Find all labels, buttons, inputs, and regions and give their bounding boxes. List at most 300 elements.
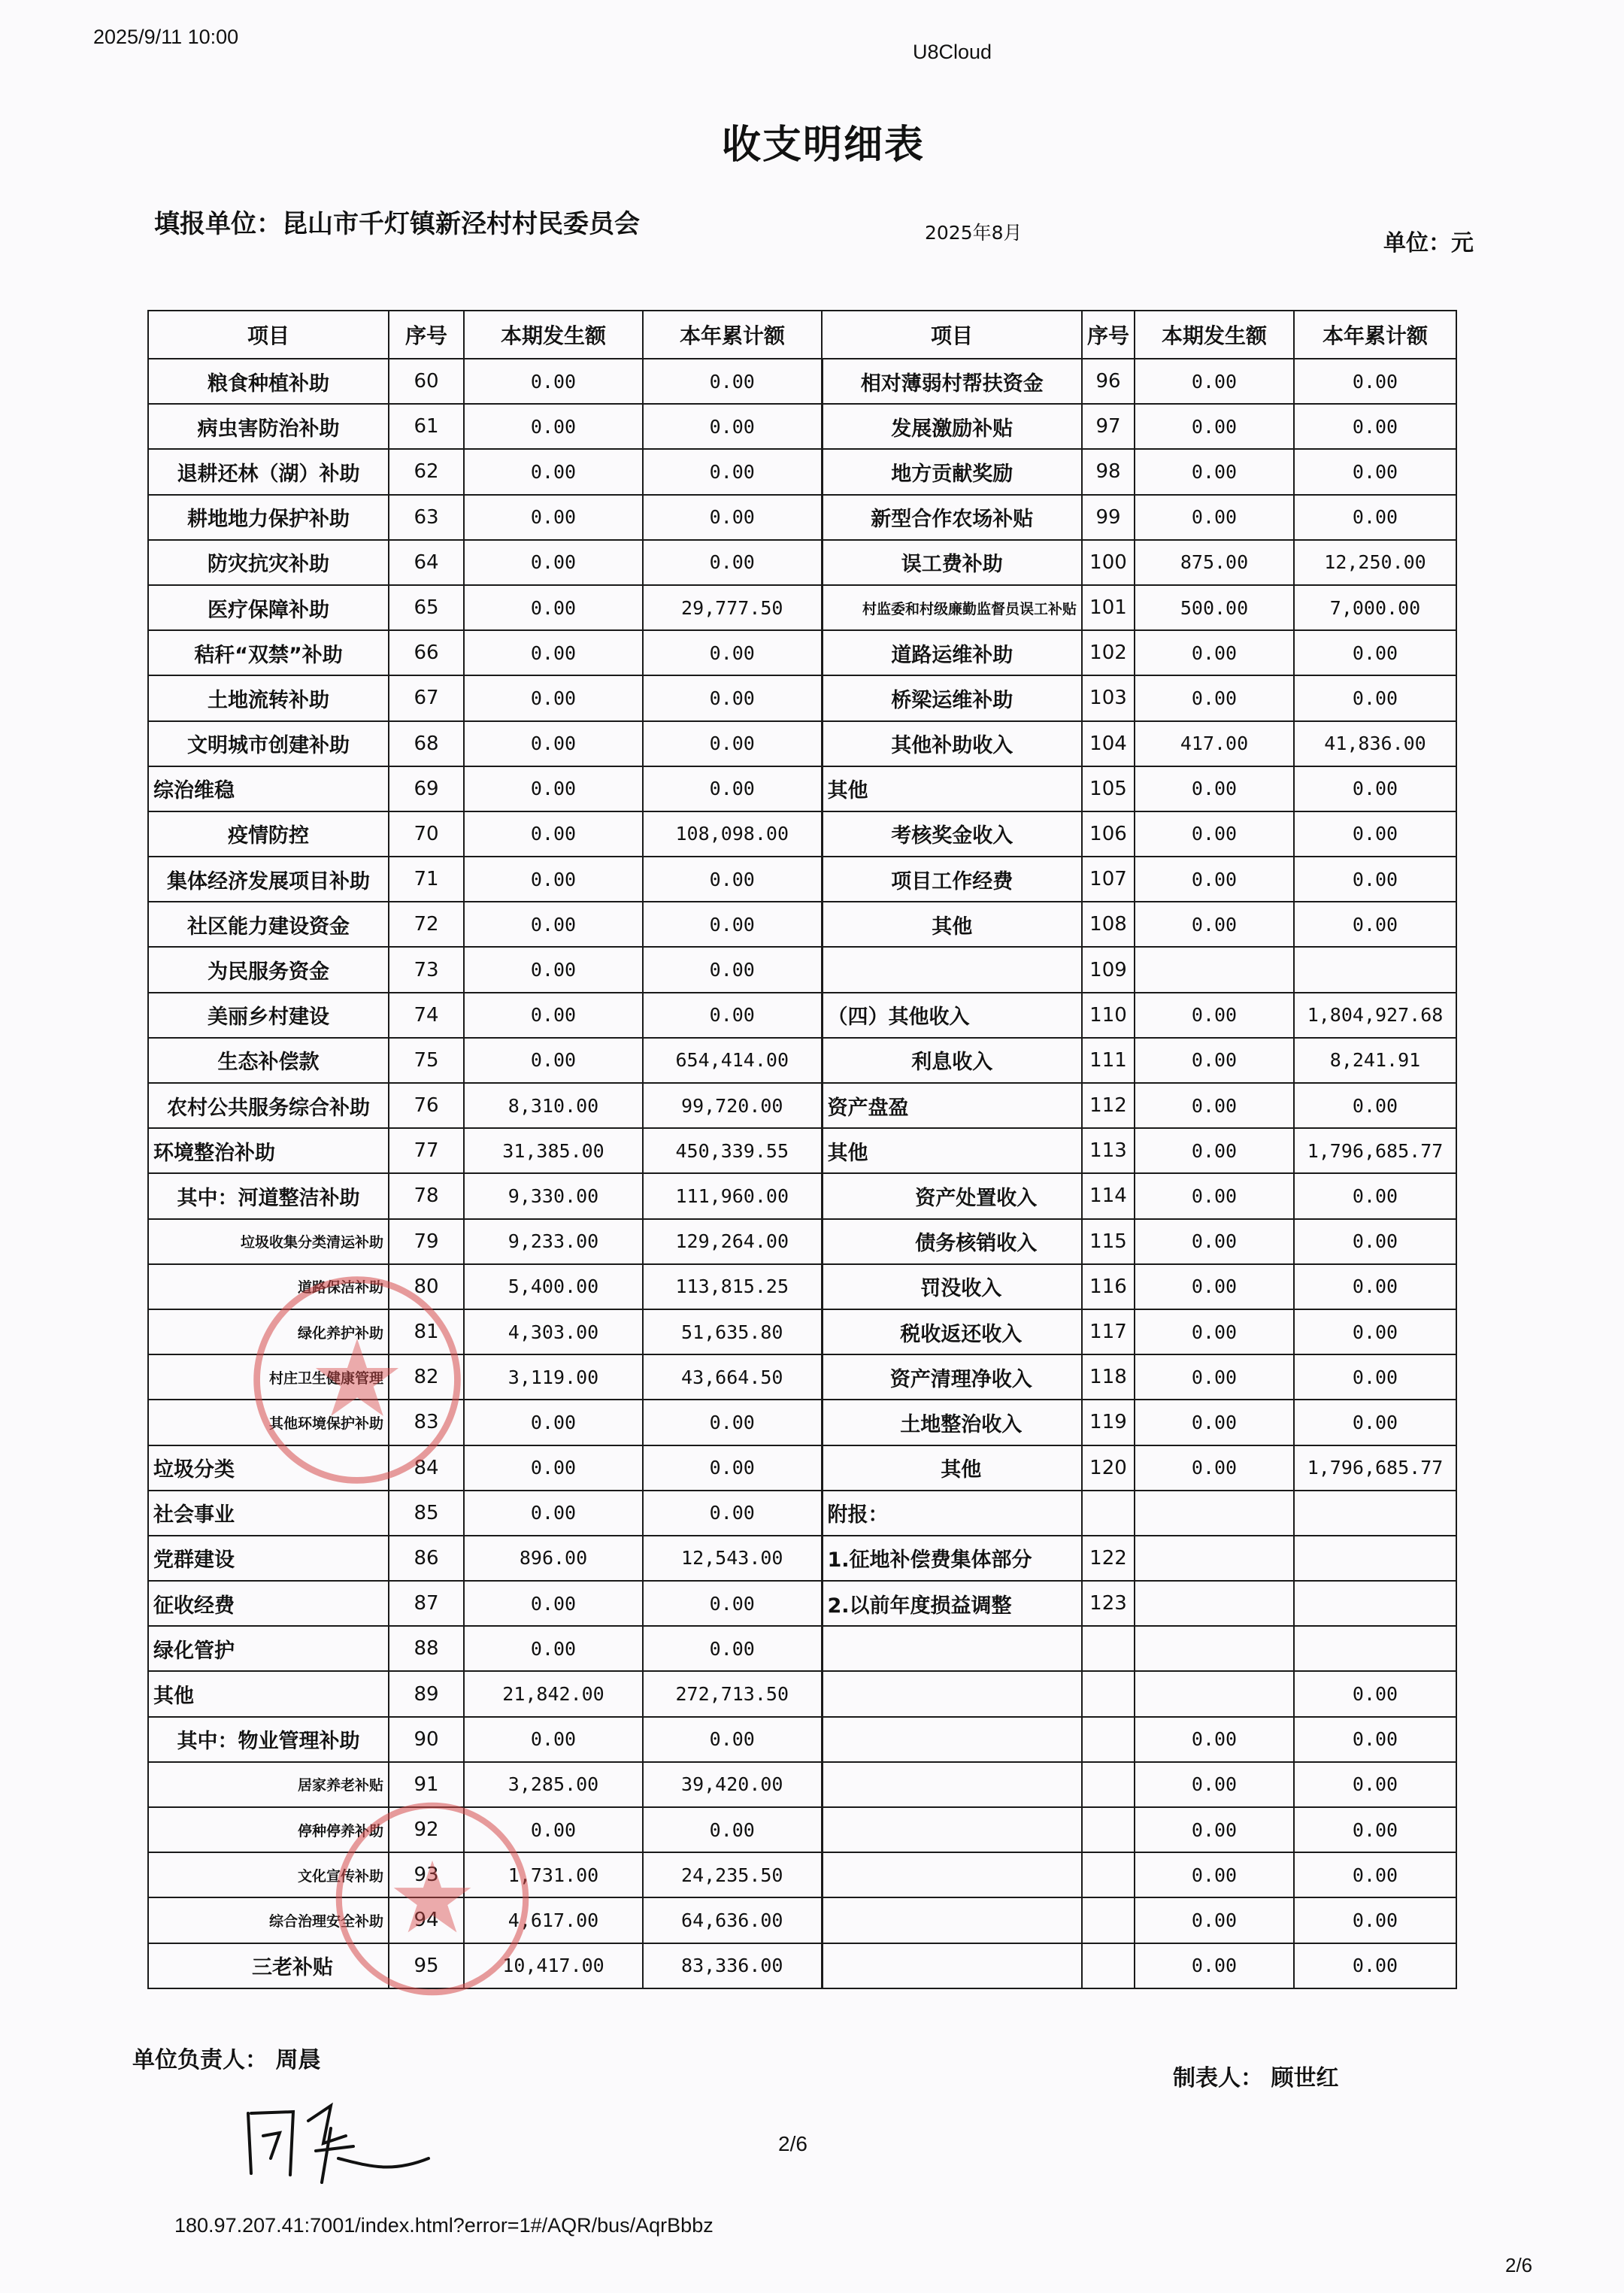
year-to-date-amount: 0.00 <box>643 495 822 540</box>
row-item-label: 防灾抗灾补助 <box>148 540 389 585</box>
current-period-amount: 0.00 <box>464 766 643 811</box>
row-item-label <box>822 1807 1082 1852</box>
current-period-amount: 417.00 <box>1135 721 1294 766</box>
row-number: 111 <box>1082 1038 1135 1083</box>
current-period-amount: 0.00 <box>1135 1807 1294 1852</box>
row-item-label: 绿化管护 <box>148 1626 389 1671</box>
table-row <box>148 1491 1456 1536</box>
row-item-label: 误工费补助 <box>822 540 1082 585</box>
page-title: 收支明细表 <box>722 123 926 168</box>
current-period-amount: 0.00 <box>464 585 643 630</box>
year-to-date-amount: 0.00 <box>643 1491 822 1536</box>
year-to-date-amount: 0.00 <box>1294 857 1456 902</box>
income-expense-table <box>147 310 1456 1989</box>
table-row <box>148 902 1456 947</box>
current-period-amount: 0.00 <box>1135 495 1294 540</box>
year-to-date-amount: 99,720.00 <box>643 1083 822 1128</box>
table-row <box>148 1671 1456 1716</box>
year-to-date-amount: 0.00 <box>1294 449 1456 494</box>
row-item-label: 道路运维补助 <box>822 630 1082 675</box>
table-row <box>148 1219 1456 1264</box>
current-period-amount: 0.00 <box>1135 902 1294 947</box>
column-header: 本期发生额 <box>464 311 643 359</box>
row-item-label: 资产盘盈 <box>822 1083 1082 1128</box>
current-period-amount: 0.00 <box>1135 1400 1294 1445</box>
table-row <box>148 404 1456 449</box>
year-to-date-amount: 0.00 <box>1294 766 1456 811</box>
report-period: 2025年8月 <box>925 222 1023 244</box>
year-to-date-amount: 7,000.00 <box>1294 585 1456 630</box>
row-number: 102 <box>1082 630 1135 675</box>
current-period-amount: 0.00 <box>1135 1762 1294 1807</box>
year-to-date-amount: 0.00 <box>1294 1354 1456 1400</box>
table-row <box>148 585 1456 630</box>
table-row <box>148 1173 1456 1218</box>
row-number: 75 <box>389 1038 464 1083</box>
row-number <box>1082 1671 1135 1716</box>
row-number: 67 <box>389 675 464 720</box>
row-number: 94 <box>389 1897 464 1943</box>
row-item-label: 村庄卫生健康管理 <box>148 1354 389 1400</box>
row-item-label: 项目工作经费 <box>822 857 1082 902</box>
row-number: 103 <box>1082 675 1135 720</box>
row-item-label: 社会事业 <box>148 1491 389 1536</box>
row-item-label: 环境整治补助 <box>148 1128 389 1173</box>
row-item-label <box>822 1671 1082 1716</box>
current-period-amount: 0.00 <box>464 630 643 675</box>
year-to-date-amount: 0.00 <box>643 404 822 449</box>
year-to-date-amount: 0.00 <box>643 1400 822 1445</box>
year-to-date-amount: 0.00 <box>1294 1083 1456 1128</box>
year-to-date-amount: 0.00 <box>1294 1762 1456 1807</box>
row-number: 63 <box>389 495 464 540</box>
row-number: 65 <box>389 585 464 630</box>
current-period-amount <box>1135 1581 1294 1626</box>
current-period-amount: 0.00 <box>464 359 643 404</box>
row-number <box>1082 1762 1135 1807</box>
row-number: 107 <box>1082 857 1135 902</box>
app-name: U8Cloud <box>913 41 992 63</box>
row-item-label: 医疗保障补助 <box>148 585 389 630</box>
year-to-date-amount: 64,636.00 <box>643 1897 822 1943</box>
year-to-date-amount: 1,796,685.77 <box>1294 1128 1456 1173</box>
column-header: 本年累计额 <box>643 311 822 359</box>
table-row <box>148 1581 1456 1626</box>
year-to-date-amount: 0.00 <box>1294 902 1456 947</box>
current-period-amount: 0.00 <box>1135 1219 1294 1264</box>
row-number: 113 <box>1082 1128 1135 1173</box>
current-period-amount: 0.00 <box>464 857 643 902</box>
row-number: 115 <box>1082 1219 1135 1264</box>
current-period-amount: 0.00 <box>1135 1309 1294 1354</box>
current-period-amount: 0.00 <box>1135 1852 1294 1897</box>
current-period-amount: 0.00 <box>464 721 643 766</box>
year-to-date-amount: 0.00 <box>1294 495 1456 540</box>
year-to-date-amount: 0.00 <box>643 1717 822 1762</box>
table-row <box>148 495 1456 540</box>
row-number <box>1082 1491 1135 1536</box>
row-item-label: 其他 <box>822 766 1082 811</box>
current-period-amount: 10,417.00 <box>464 1943 643 1988</box>
row-number: 104 <box>1082 721 1135 766</box>
table-row <box>148 630 1456 675</box>
year-to-date-amount <box>1294 947 1456 992</box>
row-number: 110 <box>1082 993 1135 1038</box>
row-item-label: 附报： <box>822 1491 1082 1536</box>
current-period-amount: 0.00 <box>464 811 643 857</box>
table-row <box>148 540 1456 585</box>
current-period-amount: 0.00 <box>464 1491 643 1536</box>
row-number: 122 <box>1082 1536 1135 1581</box>
current-period-amount: 9,330.00 <box>464 1173 643 1218</box>
year-to-date-amount: 39,420.00 <box>643 1762 822 1807</box>
row-item-label: 1.征地补偿费集体部分 <box>822 1536 1082 1581</box>
row-item-label: 税收返还收入 <box>822 1309 1082 1354</box>
row-item-label: 资产处置收入 <box>822 1173 1082 1218</box>
year-to-date-amount: 29,777.50 <box>643 585 822 630</box>
year-to-date-amount <box>1294 1626 1456 1671</box>
year-to-date-amount: 0.00 <box>643 630 822 675</box>
current-period-amount: 9,233.00 <box>464 1219 643 1264</box>
year-to-date-amount: 0.00 <box>1294 359 1456 404</box>
current-period-amount: 875.00 <box>1135 540 1294 585</box>
row-number: 106 <box>1082 811 1135 857</box>
row-number: 82 <box>389 1354 464 1400</box>
row-number: 73 <box>389 947 464 992</box>
row-item-label: 生态补偿款 <box>148 1038 389 1083</box>
year-to-date-amount: 0.00 <box>1294 630 1456 675</box>
row-item-label: 其中：物业管理补助 <box>148 1717 389 1762</box>
table-row <box>148 1038 1456 1083</box>
year-to-date-amount: 0.00 <box>643 540 822 585</box>
year-to-date-amount: 0.00 <box>643 1445 822 1491</box>
row-number: 97 <box>1082 404 1135 449</box>
year-to-date-amount: 0.00 <box>1294 1671 1456 1716</box>
year-to-date-amount: 0.00 <box>643 947 822 992</box>
year-to-date-amount: 0.00 <box>1294 1173 1456 1218</box>
row-number: 72 <box>389 902 464 947</box>
row-item-label: 其他 <box>822 902 1082 947</box>
row-number: 60 <box>389 359 464 404</box>
row-item-label: 粮食种植补助 <box>148 359 389 404</box>
current-period-amount: 1,731.00 <box>464 1852 643 1897</box>
current-period-amount: 0.00 <box>1135 1717 1294 1762</box>
current-period-amount: 0.00 <box>464 1807 643 1852</box>
row-item-label <box>822 1852 1082 1897</box>
row-item-label: 其他 <box>822 1128 1082 1173</box>
row-number: 119 <box>1082 1400 1135 1445</box>
current-period-amount: 0.00 <box>464 1581 643 1626</box>
table-row <box>148 1128 1456 1173</box>
year-to-date-amount: 0.00 <box>1294 1897 1456 1943</box>
row-number: 84 <box>389 1445 464 1491</box>
row-item-label: 村监委和村级廉勤监督员误工补贴 <box>822 585 1082 630</box>
row-item-label: 桥梁运维补助 <box>822 675 1082 720</box>
table-row <box>148 359 1456 404</box>
year-to-date-amount: 43,664.50 <box>643 1354 822 1400</box>
row-item-label: 三老补贴 <box>148 1943 389 1988</box>
table-row <box>148 811 1456 857</box>
row-number <box>1082 1943 1135 1988</box>
row-item-label: 债务核销收入 <box>822 1219 1082 1264</box>
year-to-date-amount: 0.00 <box>643 449 822 494</box>
row-number: 78 <box>389 1173 464 1218</box>
current-period-amount: 0.00 <box>464 675 643 720</box>
row-item-label: 居家养老补贴 <box>148 1762 389 1807</box>
table-row <box>148 857 1456 902</box>
year-to-date-amount: 108,098.00 <box>643 811 822 857</box>
row-item-label: 2.以前年度损益调整 <box>822 1581 1082 1626</box>
year-to-date-amount: 0.00 <box>643 902 822 947</box>
row-item-label: 绿化养护补助 <box>148 1309 389 1354</box>
current-period-amount: 0.00 <box>1135 1038 1294 1083</box>
handwritten-signature-icon <box>241 2083 436 2188</box>
current-period-amount: 0.00 <box>1135 1264 1294 1309</box>
current-period-amount: 5,400.00 <box>464 1264 643 1309</box>
table-row <box>148 1626 1456 1671</box>
row-number: 79 <box>389 1219 464 1264</box>
year-to-date-amount: 0.00 <box>643 993 822 1038</box>
year-to-date-amount: 1,796,685.77 <box>1294 1445 1456 1491</box>
official-seal-icon <box>331 1797 534 2000</box>
current-period-amount <box>1135 1536 1294 1581</box>
year-to-date-amount: 0.00 <box>1294 1717 1456 1762</box>
row-item-label: 其他 <box>148 1671 389 1716</box>
current-period-amount: 21,842.00 <box>464 1671 643 1716</box>
row-item-label: 社区能力建设资金 <box>148 902 389 947</box>
table-row <box>148 1536 1456 1581</box>
current-period-amount: 0.00 <box>1135 1897 1294 1943</box>
row-item-label <box>822 1717 1082 1762</box>
current-period-amount: 0.00 <box>1135 1128 1294 1173</box>
year-to-date-amount <box>1294 1491 1456 1536</box>
row-item-label: 地方贡献奖励 <box>822 449 1082 494</box>
current-period-amount <box>1135 1491 1294 1536</box>
current-period-amount: 0.00 <box>1135 993 1294 1038</box>
current-period-amount: 0.00 <box>1135 449 1294 494</box>
current-period-amount: 3,285.00 <box>464 1762 643 1807</box>
row-number: 95 <box>389 1943 464 1988</box>
row-number: 71 <box>389 857 464 902</box>
year-to-date-amount: 0.00 <box>643 675 822 720</box>
current-period-amount: 0.00 <box>1135 766 1294 811</box>
row-item-label: 罚没收入 <box>822 1264 1082 1309</box>
row-number: 62 <box>389 449 464 494</box>
page-number-corner: 2/6 <box>1505 2254 1533 2276</box>
current-period-amount: 4,617.00 <box>464 1897 643 1943</box>
year-to-date-amount: 113,815.25 <box>643 1264 822 1309</box>
current-period-amount: 0.00 <box>464 1717 643 1762</box>
row-number: 101 <box>1082 585 1135 630</box>
current-period-amount: 500.00 <box>1135 585 1294 630</box>
row-item-label: 集体经济发展项目补助 <box>148 857 389 902</box>
year-to-date-amount: 0.00 <box>1294 1400 1456 1445</box>
current-period-amount: 0.00 <box>464 404 643 449</box>
year-to-date-amount: 24,235.50 <box>643 1852 822 1897</box>
year-to-date-amount: 1,804,927.68 <box>1294 993 1456 1038</box>
row-item-label: 综合治理安全补助 <box>148 1897 389 1943</box>
row-number <box>1082 1717 1135 1762</box>
current-period-amount: 0.00 <box>1135 630 1294 675</box>
column-header: 项目 <box>148 311 389 359</box>
year-to-date-amount: 0.00 <box>643 1807 822 1852</box>
year-to-date-amount: 0.00 <box>643 766 822 811</box>
year-to-date-amount: 8,241.91 <box>1294 1038 1456 1083</box>
row-number: 99 <box>1082 495 1135 540</box>
row-item-label: 相对薄弱村帮扶资金 <box>822 359 1082 404</box>
year-to-date-amount: 0.00 <box>1294 675 1456 720</box>
row-item-label: 退耕还林（湖）补助 <box>148 449 389 494</box>
table-row <box>148 1717 1456 1762</box>
table-row <box>148 675 1456 720</box>
row-number: 61 <box>389 404 464 449</box>
current-period-amount <box>1135 1671 1294 1716</box>
row-number: 112 <box>1082 1083 1135 1128</box>
current-period-amount: 0.00 <box>1135 857 1294 902</box>
year-to-date-amount: 129,264.00 <box>643 1219 822 1264</box>
row-number: 120 <box>1082 1445 1135 1491</box>
year-to-date-amount: 0.00 <box>643 857 822 902</box>
row-number: 117 <box>1082 1309 1135 1354</box>
column-header: 序号 <box>389 311 464 359</box>
row-item-label: 其他 <box>822 1445 1082 1491</box>
year-to-date-amount: 0.00 <box>643 1581 822 1626</box>
current-period-amount: 0.00 <box>464 902 643 947</box>
current-period-amount <box>1135 1626 1294 1671</box>
row-item-label: 土地流转补助 <box>148 675 389 720</box>
row-number: 105 <box>1082 766 1135 811</box>
row-number: 92 <box>389 1807 464 1852</box>
table-row <box>148 1083 1456 1128</box>
current-period-amount: 896.00 <box>464 1536 643 1581</box>
row-item-label: 疫情防控 <box>148 811 389 857</box>
current-period-amount: 0.00 <box>464 1038 643 1083</box>
row-item-label: 垃圾分类 <box>148 1445 389 1491</box>
row-number: 77 <box>389 1128 464 1173</box>
year-to-date-amount: 654,414.00 <box>643 1038 822 1083</box>
column-header: 本年累计额 <box>1294 311 1456 359</box>
row-item-label: 停种停养补助 <box>148 1807 389 1852</box>
row-item-label: 其中：河道整洁补助 <box>148 1173 389 1218</box>
current-period-amount: 4,303.00 <box>464 1309 643 1354</box>
year-to-date-amount: 12,543.00 <box>643 1536 822 1581</box>
page-url: 180.97.207.41:7001/index.html?error=1#/AQR/bus/AqrBbbz <box>174 2214 714 2237</box>
current-period-amount: 0.00 <box>1135 404 1294 449</box>
current-period-amount: 0.00 <box>1135 1445 1294 1491</box>
row-item-label: 文明城市创建补助 <box>148 721 389 766</box>
year-to-date-amount: 0.00 <box>643 1626 822 1671</box>
row-item-label: 为民服务资金 <box>148 947 389 992</box>
year-to-date-amount: 111,960.00 <box>643 1173 822 1218</box>
current-period-amount: 0.00 <box>1135 1943 1294 1988</box>
row-item-label: 发展激励补贴 <box>822 404 1082 449</box>
current-period-amount: 0.00 <box>464 947 643 992</box>
row-item-label: （四）其他收入 <box>822 993 1082 1038</box>
reporting-unit: 填报单位：昆山市千灯镇新泾村村民委员会 <box>154 209 640 239</box>
row-number: 100 <box>1082 540 1135 585</box>
row-number: 70 <box>389 811 464 857</box>
row-number: 93 <box>389 1852 464 1897</box>
current-period-amount: 0.00 <box>1135 1083 1294 1128</box>
year-to-date-amount: 83,336.00 <box>643 1943 822 1988</box>
official-seal-icon <box>248 1271 466 1489</box>
row-item-label: 土地整治收入 <box>822 1400 1082 1445</box>
current-period-amount: 0.00 <box>1135 1173 1294 1218</box>
row-number: 76 <box>389 1083 464 1128</box>
row-item-label: 垃圾收集分类清运补助 <box>148 1219 389 1264</box>
year-to-date-amount: 41,836.00 <box>1294 721 1456 766</box>
column-header: 项目 <box>822 311 1082 359</box>
row-number: 98 <box>1082 449 1135 494</box>
row-number: 114 <box>1082 1173 1135 1218</box>
row-item-label: 利息收入 <box>822 1038 1082 1083</box>
year-to-date-amount: 0.00 <box>1294 1264 1456 1309</box>
row-number: 118 <box>1082 1354 1135 1400</box>
current-period-amount: 0.00 <box>1135 1354 1294 1400</box>
table-row <box>148 766 1456 811</box>
year-to-date-amount: 0.00 <box>1294 1943 1456 1988</box>
unit-head-label: 单位负责人： 周晨 <box>132 2047 321 2073</box>
current-period-amount: 0.00 <box>464 1400 643 1445</box>
row-item-label: 美丽乡村建设 <box>148 993 389 1038</box>
year-to-date-amount: 450,339.55 <box>643 1128 822 1173</box>
row-number: 88 <box>389 1626 464 1671</box>
year-to-date-amount: 0.00 <box>643 359 822 404</box>
row-item-label: 综治维稳 <box>148 766 389 811</box>
row-item-label: 新型合作农场补贴 <box>822 495 1082 540</box>
current-period-amount: 0.00 <box>464 1626 643 1671</box>
row-item-label: 党群建设 <box>148 1536 389 1581</box>
row-number: 96 <box>1082 359 1135 404</box>
row-number: 90 <box>389 1717 464 1762</box>
row-number: 74 <box>389 993 464 1038</box>
row-item-label <box>822 1626 1082 1671</box>
table-row <box>148 721 1456 766</box>
year-to-date-amount <box>1294 1536 1456 1581</box>
row-number: 123 <box>1082 1581 1135 1626</box>
row-number: 66 <box>389 630 464 675</box>
current-period-amount <box>1135 947 1294 992</box>
year-to-date-amount: 0.00 <box>643 721 822 766</box>
table-row <box>148 449 1456 494</box>
current-period-amount: 0.00 <box>464 993 643 1038</box>
current-period-amount: 0.00 <box>464 1445 643 1491</box>
row-item-label: 征收经费 <box>148 1581 389 1626</box>
currency-unit: 单位：元 <box>1383 230 1474 256</box>
row-number: 80 <box>389 1264 464 1309</box>
row-item-label: 其他环境保护补助 <box>148 1400 389 1445</box>
table-row <box>148 947 1456 992</box>
row-number <box>1082 1897 1135 1943</box>
row-number: 87 <box>389 1581 464 1626</box>
row-number <box>1082 1626 1135 1671</box>
year-to-date-amount: 272,713.50 <box>643 1671 822 1716</box>
print-timestamp: 2025/9/11 10:00 <box>93 26 239 48</box>
current-period-amount: 0.00 <box>464 449 643 494</box>
preparer-label: 制表人： 顾世红 <box>1173 2065 1339 2091</box>
current-period-amount: 3,119.00 <box>464 1354 643 1400</box>
row-number: 109 <box>1082 947 1135 992</box>
row-number: 89 <box>389 1671 464 1716</box>
row-item-label: 道路保洁补助 <box>148 1264 389 1309</box>
row-item-label: 病虫害防治补助 <box>148 404 389 449</box>
row-number <box>1082 1807 1135 1852</box>
row-number: 116 <box>1082 1264 1135 1309</box>
current-period-amount: 0.00 <box>1135 675 1294 720</box>
row-number: 83 <box>389 1400 464 1445</box>
row-number: 91 <box>389 1762 464 1807</box>
row-item-label <box>822 1762 1082 1807</box>
